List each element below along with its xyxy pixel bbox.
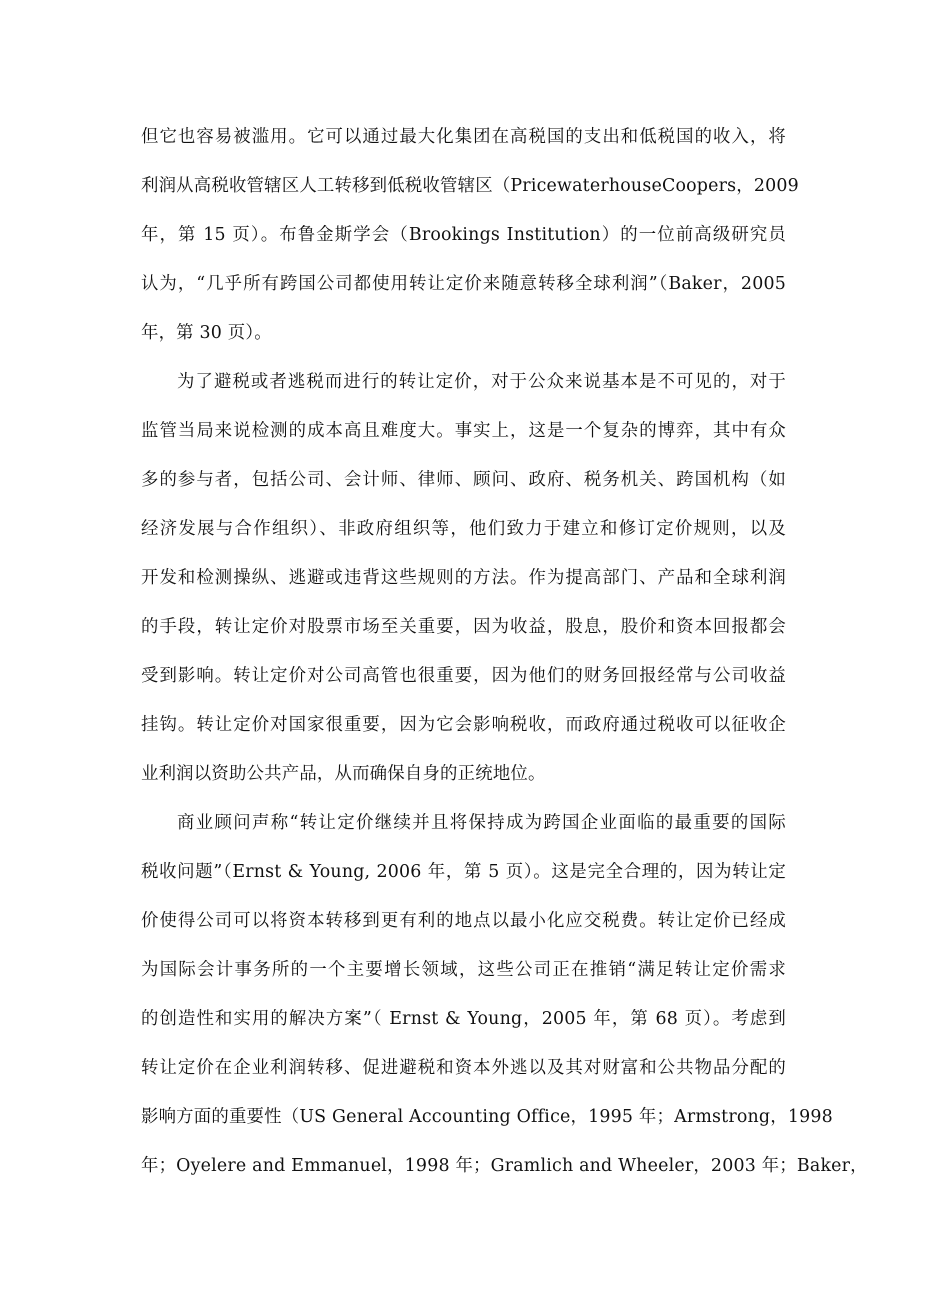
- text-line: 业利润以资助公共产品，从而确保自身的正统地位。: [141, 764, 546, 784]
- text-line: 为了避税或者逃税而进行的转让定价，对于公众来说基本是不可见的，对于: [177, 372, 786, 392]
- text-line: 价使得公司可以将资本转移到更有利的地点以最小化应交税费。转让定价已经成: [141, 911, 786, 931]
- text-line: 为国际会计事务所的一个主要增长领域，这些公司正在推销“满足转让定价需求: [141, 960, 786, 980]
- text-line: 但它也容易被滥用。它可以通过最大化集团在高税国的支出和低税国的收入，将: [141, 127, 786, 147]
- text-line: 年，第 15 页）。布鲁金斯学会（Brookings Institution）的一位前高级研究员: [141, 225, 786, 245]
- text-line: 受到影响。转让定价对公司高管也很重要，因为他们的财务回报经常与公司收益: [141, 666, 786, 686]
- text-line: 商业顾问声称“转让定价继续并且将保持成为跨国企业面临的最重要的国际: [177, 813, 786, 833]
- text-line: 监管当局来说检测的成本高且难度大。事实上，这是一个复杂的博弈，其中有众: [141, 421, 786, 441]
- paragraph-2: [141, 364, 786, 805]
- text-line: 经济发展与合作组织）、非政府组织等，他们致力于建立和修订定价规则，以及: [141, 519, 786, 539]
- text-line: 年；Oyelere and Emmanuel，1998 年；Gramlich and Wheeler，2003 年；Baker，: [141, 1156, 868, 1176]
- text-line: 的手段，转让定价对股票市场至关重要，因为收益，股息，股价和资本回报都会: [141, 617, 786, 637]
- text-line: 转让定价在企业利润转移、促进避税和资本外逃以及其对财富和公共物品分配的: [141, 1058, 786, 1078]
- paragraph-3: [141, 805, 868, 1197]
- text-line: 的创造性和实用的解决方案”（ Ernst & Young，2005 年，第 68 页）。考虑到: [141, 1009, 786, 1029]
- text-line: 利润从高税收管辖区人工转移到低税收管辖区（PricewaterhouseCoopers，2009: [141, 176, 799, 196]
- text-line: 年，第 30 页）。: [141, 323, 272, 343]
- text-line: 认为，“几乎所有跨国公司都使用转让定价来随意转移全球利润”（Baker，2005: [141, 274, 786, 294]
- paragraph-1: [141, 119, 799, 364]
- text-line: 多的参与者，包括公司、会计师、律师、顾问、政府、税务机关、跨国机构（如: [141, 470, 786, 490]
- text-line: 挂钩。转让定价对国家很重要，因为它会影响税收，而政府通过税收可以征收企: [141, 715, 786, 735]
- text-line: 影响方面的重要性（US General Accounting Office，1995 年；Armstrong，1998: [141, 1107, 833, 1127]
- document-body: [141, 119, 868, 1197]
- text-line: 税收问题”（Ernst & Young, 2006 年，第 5 页）。这是完全合理的，因为转让定: [141, 862, 786, 882]
- text-line: 开发和检测操纵、逃避或违背这些规则的方法。作为提高部门、产品和全球利润: [141, 568, 786, 588]
